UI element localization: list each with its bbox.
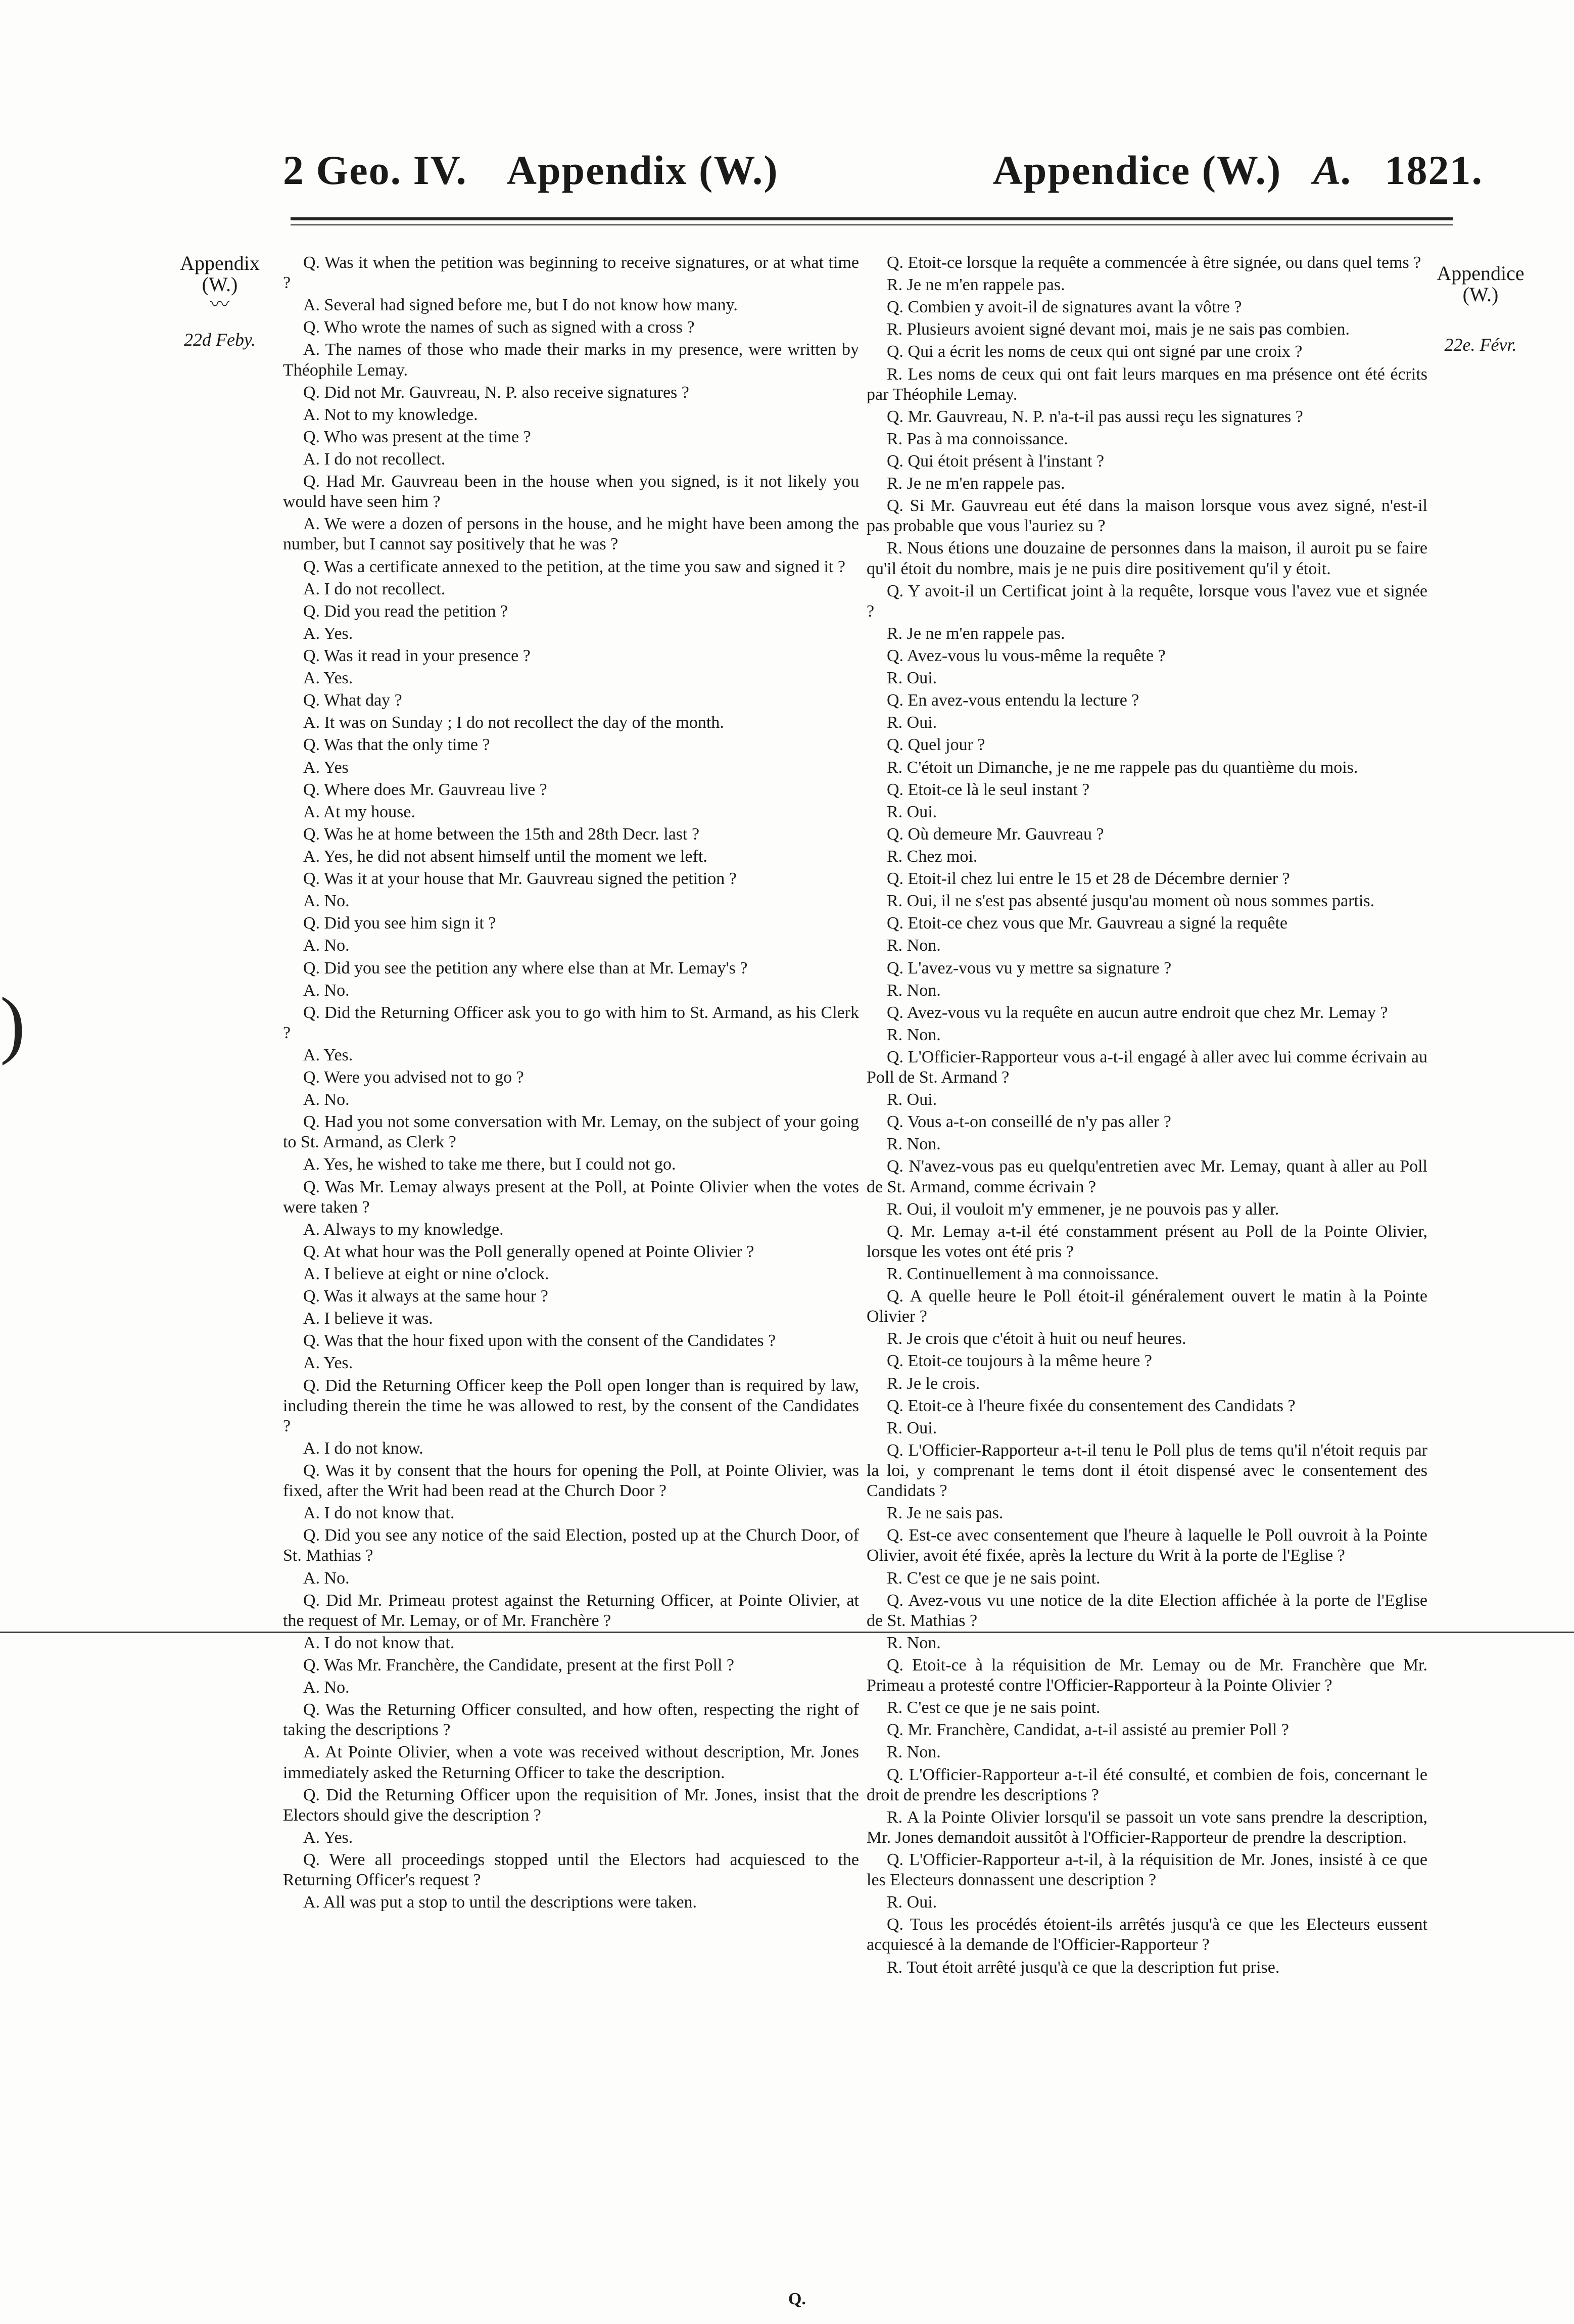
testimony-line: R. Non.: [887, 936, 941, 955]
testimony-line: A. I believe it was.: [303, 1309, 433, 1328]
testimony-line: Q. Was a certificate annexed to the petition, at the time you saw and signed it ?: [303, 557, 845, 576]
testimony-line: Q. Did the Returning Officer ask you to go with him to St. Armand, as his Clerk ?: [283, 1003, 859, 1042]
margin-appendice-label: Appendice: [1437, 262, 1524, 285]
testimony-line: Q. Est-ce avec consentement que l'heure à laquelle le Poll ouvroit à la Pointe Olivier, avoit été fixée, après la lecture du Writ à la porte de l'Eglise ?: [867, 1526, 1427, 1565]
testimony-line: Q. Mr. Lemay a-t-il été constamment présent au Poll de la Pointe Olivier, lorsque les votes ont été pris ?: [867, 1222, 1427, 1261]
testimony-line: R. Oui, il vouloit m'y emmener, je ne pouvois pas y aller.: [887, 1199, 1279, 1219]
testimony-line: Q. Etoit-ce là le seul instant ?: [887, 780, 1090, 799]
testimony-line: Q. Did the Returning Officer keep the Poll open longer than is required by law, including therein the time he was allowed to rest, by the consent of the Candidates ?: [283, 1376, 859, 1435]
header-right: [993, 147, 1483, 194]
appendix-title-en: Appendix (W.): [506, 147, 779, 193]
testimony-line: R. Oui.: [887, 1090, 937, 1109]
margin-date: 22d Feby.: [184, 329, 256, 350]
testimony-line: R. Pas à ma connoissance.: [887, 429, 1068, 448]
testimony-line: A. No.: [303, 892, 350, 911]
testimony-line: Q. Avez-vous vu la requête en aucun autre endroit que chez Mr. Lemay ?: [887, 1003, 1388, 1022]
header-left: [283, 147, 779, 194]
flourish-icon: 〰: [210, 294, 229, 315]
testimony-line: A. Yes.: [303, 1828, 353, 1847]
testimony-line: R. Je ne m'en rappele pas.: [887, 474, 1065, 493]
testimony-line: R. Nous étions une douzaine de personnes dans la maison, il auroit pu se faire qu'il étoit du nombre, mais je ne puis dire positivement qu'il y étoit.: [867, 539, 1427, 578]
french-column: [867, 253, 1427, 1980]
testimony-line: Q. En avez-vous entendu la lecture ?: [887, 691, 1139, 710]
testimony-line: R. Oui.: [887, 1418, 937, 1437]
margin-appendix-label: Appendix: [180, 252, 260, 274]
testimony-line: R. Je ne m'en rappele pas.: [887, 275, 1065, 295]
testimony-line: A. Always to my knowledge.: [303, 1220, 504, 1239]
testimony-line: A. Yes, he wished to take me there, but I could not go.: [303, 1155, 676, 1174]
testimony-line: Q. Mr. Gauvreau, N. P. n'a-t-il pas aussi reçu les signatures ?: [887, 407, 1303, 426]
testimony-line: R. C'étoit un Dimanche, je ne me rappele pas du quantième du mois.: [887, 758, 1358, 777]
testimony-line: Q. Mr. Franchère, Candidat, a-t-il assisté au premier Poll ?: [887, 1721, 1289, 1740]
testimony-line: A. It was on Sunday ; I do not recollect the day of the month.: [303, 713, 724, 732]
margin-note-right: [1430, 263, 1531, 355]
testimony-line: Q. A quelle heure le Poll étoit-il généralement ouvert le matin à la Pointe Olivier ?: [867, 1287, 1427, 1326]
testimony-line: A. Yes.: [303, 669, 353, 688]
testimony-line: R. Oui.: [887, 802, 937, 821]
testimony-line: A. We were a dozen of persons in the house, and he might have been among the number, but I cannot say positively that he was ?: [283, 515, 859, 554]
testimony-line: Q. L'Officier-Rapporteur a-t-il, à la réquisition de Mr. Jones, insisté à ce que les Electeurs donnassent une description ?: [867, 1850, 1427, 1890]
header-rule-thin: [291, 224, 1453, 225]
year: 1821.: [1385, 147, 1483, 193]
testimony-line: Q. Did you see any notice of the said Election, posted up at the Church Door, of St. Mathias ?: [283, 1526, 859, 1565]
testimony-line: A. Several had signed before me, but I do not know how many.: [303, 296, 738, 315]
testimony-line: Q. Si Mr. Gauvreau eut été dans la maison lorsque vous avez signé, n'est-il pas probable que vous l'auriez su ?: [867, 496, 1427, 536]
testimony-line: A. No.: [303, 1678, 350, 1697]
testimony-line: R. Non.: [887, 1633, 941, 1652]
testimony-line: Q. Where does Mr. Gauvreau live ?: [303, 780, 547, 799]
testimony-line: Q. Did you see the petition any where else than at Mr. Lemay's ?: [303, 958, 748, 978]
testimony-line: A. At Pointe Olivier, when a vote was received without description, Mr. Jones immediately asked the Returning Officer to take the description.: [283, 1743, 859, 1782]
testimony-line: R. C'est ce que je ne sais point.: [887, 1698, 1101, 1717]
testimony-line: R. Je ne sais pas.: [887, 1504, 1004, 1523]
testimony-line: Q. Etoit-il chez lui entre le 15 et 28 de Décembre dernier ?: [887, 869, 1290, 889]
margin-appendix-letter: (W.): [202, 273, 238, 296]
testimony-line: Q. Was the Returning Officer consulted, and how often, respecting the right of taking the descriptions ?: [283, 1700, 859, 1740]
testimony-line: R. A la Pointe Olivier lorsqu'il se passoit un vote sans prendre la description, Mr. Jones demandoit aussitôt à l'Officier-Rapporteur de prendre la description.: [867, 1807, 1427, 1847]
testimony-line: Q. N'avez-vous pas eu quelqu'entretien avec Mr. Lemay, quant à aller au Poll de St. Armand, comme écrivain ?: [867, 1157, 1427, 1196]
testimony-line: Q. Was Mr. Lemay always present at the Poll, at Pointe Olivier when the votes were taken ?: [283, 1177, 859, 1217]
testimony-line: Q. Etoit-ce à la réquisition de Mr. Lemay ou de Mr. Franchère que Mr. Primeau a protesté contre l'Officier-Rapporteur à la Pointe Olivier ?: [867, 1656, 1427, 1695]
testimony-line: A. I do not know that.: [303, 1633, 455, 1652]
testimony-line: Q. L'Officier-Rapporteur a-t-il tenu le Poll plus de tems qu'il n'étoit requis par la loi, y comprenant le tems dont il étoit dispensé avec le consentement des Candidats ?: [867, 1440, 1427, 1501]
testimony-line: A. I do not know.: [303, 1438, 423, 1458]
testimony-line: A. I do not recollect.: [303, 449, 446, 469]
testimony-line: Q. Did not Mr. Gauvreau, N. P. also receive signatures ?: [303, 383, 689, 402]
testimony-line: A. No.: [303, 981, 350, 1000]
margin-bracket-mark: ): [0, 982, 25, 1066]
testimony-line: R. Continuellement à ma connoissance.: [887, 1265, 1159, 1284]
testimony-line: Q. Avez-vous lu vous-même la requête ?: [887, 646, 1166, 665]
testimony-line: Q. Did you see him sign it ?: [303, 914, 496, 933]
testimony-line: Q. Was it by consent that the hours for opening the Poll, at Pointe Olivier, was fixed, after the Writ had been read at the Church Door ?: [283, 1461, 859, 1501]
margin-note-left: [172, 253, 268, 350]
testimony-line: Q. Vous a-t-on conseillé de n'y pas aller ?: [887, 1112, 1171, 1132]
testimony-line: Q. At what hour was the Poll generally opened at Pointe Olivier ?: [303, 1242, 754, 1261]
testimony-line: Q. Was Mr. Franchère, the Candidate, present at the first Poll ?: [303, 1656, 735, 1675]
testimony-line: A. Not to my knowledge.: [303, 405, 478, 424]
testimony-line: A. Yes.: [303, 1354, 353, 1373]
testimony-line: Q. Was it when the petition was beginning to receive signatures, or at what time ?: [283, 253, 859, 293]
testimony-line: Q. Tous les procédés étoient-ils arrêtés jusqu'à ce que les Electeurs eussent acquiescé à la demande de l'Officier-Rapporteur ?: [867, 1915, 1427, 1955]
testimony-line: R. Chez moi.: [887, 847, 978, 866]
header-rule-thick: [291, 217, 1453, 220]
testimony-line: A. I believe at eight or nine o'clock.: [303, 1265, 549, 1284]
testimony-line: R. Les noms de ceux qui ont fait leurs marques en ma présence ont été écrits par Théophile Lemay.: [867, 364, 1427, 404]
testimony-line: R. Plusieurs avoient signé devant moi, mais je ne sais pas combien.: [887, 320, 1350, 339]
testimony-line: Q. L'Officier-Rapporteur a-t-il été consulté, et combien de fois, concernant le droit de prendre les descriptions ?: [867, 1765, 1427, 1804]
english-column: [283, 253, 859, 1915]
catchword: Q.: [788, 2290, 806, 2308]
testimony-line: Q. Was that the hour fixed upon with the consent of the Candidates ?: [303, 1331, 776, 1351]
testimony-line: A. No.: [303, 1568, 350, 1588]
margin-date-fr: 22e. Févr.: [1444, 335, 1517, 355]
testimony-line: A. Yes.: [303, 1045, 353, 1064]
testimony-line: Q. Had you not some conversation with Mr. Lemay, on the subject of your going to St. Armand, as Clerk ?: [283, 1112, 859, 1152]
testimony-line: Q. Who wrote the names of such as signed with a cross ?: [303, 318, 695, 337]
testimony-line: Q. Did the Returning Officer upon the requisition of Mr. Jones, insist that the Electors should give the description ?: [283, 1785, 859, 1825]
testimony-line: R. C'est ce que je ne sais point.: [887, 1568, 1101, 1588]
testimony-line: R. Je ne m'en rappele pas.: [887, 624, 1065, 643]
testimony-line: Q. Avez-vous vu une notice de la dite Election affichée à la porte de l'Eglise de St. Mathias ?: [867, 1591, 1427, 1630]
testimony-line: R. Je le crois.: [887, 1374, 980, 1393]
testimony-line: Q. Was that the only time ?: [303, 735, 490, 755]
testimony-line: Q. Qui étoit présent à l'instant ?: [887, 451, 1105, 471]
testimony-line: Q. Y avoit-il un Certificat joint à la requête, lorsque vous l'avez vue et signée ?: [867, 581, 1427, 621]
testimony-line: A. Yes.: [303, 624, 353, 643]
testimony-line: R. Je crois que c'étoit à huit ou neuf heures.: [887, 1329, 1186, 1349]
testimony-line: Q. Etoit-ce à l'heure fixée du consentement des Candidats ?: [887, 1396, 1296, 1415]
testimony-line: R. Oui.: [887, 669, 937, 688]
margin-appendice-letter: (W.): [1462, 283, 1499, 306]
testimony-line: A. The names of those who made their marks in my presence, were written by Théophile Lemay.: [283, 340, 859, 380]
testimony-line: Q. Were all proceedings stopped until the Electors had acquiesced to the Returning Officer's request ?: [283, 1850, 859, 1890]
testimony-line: Q. Who was present at the time ?: [303, 427, 531, 446]
testimony-line: Q. Combien y avoit-il de signatures avant la vôtre ?: [887, 298, 1242, 317]
testimony-line: Q. Was it at your house that Mr. Gauvreau signed the petition ?: [303, 869, 737, 889]
testimony-line: A. No.: [303, 1090, 350, 1109]
testimony-line: R. Non.: [887, 981, 941, 1000]
testimony-line: A. I do not know that.: [303, 1504, 455, 1523]
testimony-line: R. Non.: [887, 1135, 941, 1154]
testimony-line: Q. Had Mr. Gauvreau been in the house when you signed, is it not likely you would have seen him ?: [283, 472, 859, 512]
testimony-line: Q. Was he at home between the 15th and 28th Decr. last ?: [303, 824, 700, 844]
appendix-letter: A.: [1313, 147, 1353, 193]
testimony-line: Q. Quel jour ?: [887, 735, 985, 755]
page-header: [283, 147, 1483, 194]
appendix-title-fr: Appendice (W.): [992, 147, 1282, 193]
testimony-line: A. Yes, he did not absent himself until the moment we left.: [303, 847, 707, 866]
testimony-line: R. Oui, il ne s'est pas absenté jusqu'au moment où nous sommes partis.: [887, 892, 1375, 911]
testimony-line: R. Non.: [887, 1743, 941, 1762]
testimony-line: Q. Qui a écrit les noms de ceux qui ont signé par une croix ?: [887, 342, 1303, 361]
testimony-line: Q. L'avez-vous vu y mettre sa signature ?: [887, 958, 1172, 978]
testimony-line: Q. What day ?: [303, 691, 402, 710]
testimony-line: A. I do not recollect.: [303, 579, 446, 598]
testimony-line: Q. Etoit-ce lorsque la requête a commencée à être signée, ou dans quel tems ?: [887, 253, 1421, 272]
testimony-line: Q. Were you advised not to go ?: [303, 1068, 524, 1087]
session-label: 2 Geo. IV.: [283, 147, 467, 193]
testimony-line: A. No.: [303, 936, 350, 955]
testimony-line: R. Oui.: [887, 1893, 937, 1912]
testimony-line: Q. Did you read the petition ?: [303, 601, 508, 621]
testimony-line: Q. Was it read in your presence ?: [303, 646, 531, 665]
testimony-line: Q. Was it always at the same hour ?: [303, 1287, 548, 1306]
testimony-line: R. Oui.: [887, 713, 937, 732]
testimony-line: A. Yes: [303, 758, 349, 777]
testimony-line: Q. Did Mr. Primeau protest against the Returning Officer, at Pointe Olivier, at the request of Mr. Lemay, or of Mr. Franchère ?: [283, 1591, 859, 1630]
testimony-line: A. All was put a stop to until the descriptions were taken.: [303, 1893, 697, 1912]
testimony-line: Q. L'Officier-Rapporteur vous a-t-il engagé à aller avec lui comme écrivain au Poll de St. Armand ?: [867, 1047, 1427, 1087]
testimony-line: Q. Etoit-ce chez vous que Mr. Gauvreau a signé la requête: [887, 914, 1288, 933]
testimony-line: R. Tout étoit arrêté jusqu'à ce que la description fut prise.: [887, 1958, 1280, 1977]
testimony-line: Q. Où demeure Mr. Gauvreau ?: [887, 824, 1104, 844]
testimony-line: R. Non.: [887, 1025, 941, 1044]
testimony-line: A. At my house.: [303, 802, 415, 821]
scan-fold-line: [0, 1632, 1574, 1633]
testimony-line: Q. Etoit-ce toujours à la même heure ?: [887, 1352, 1152, 1371]
